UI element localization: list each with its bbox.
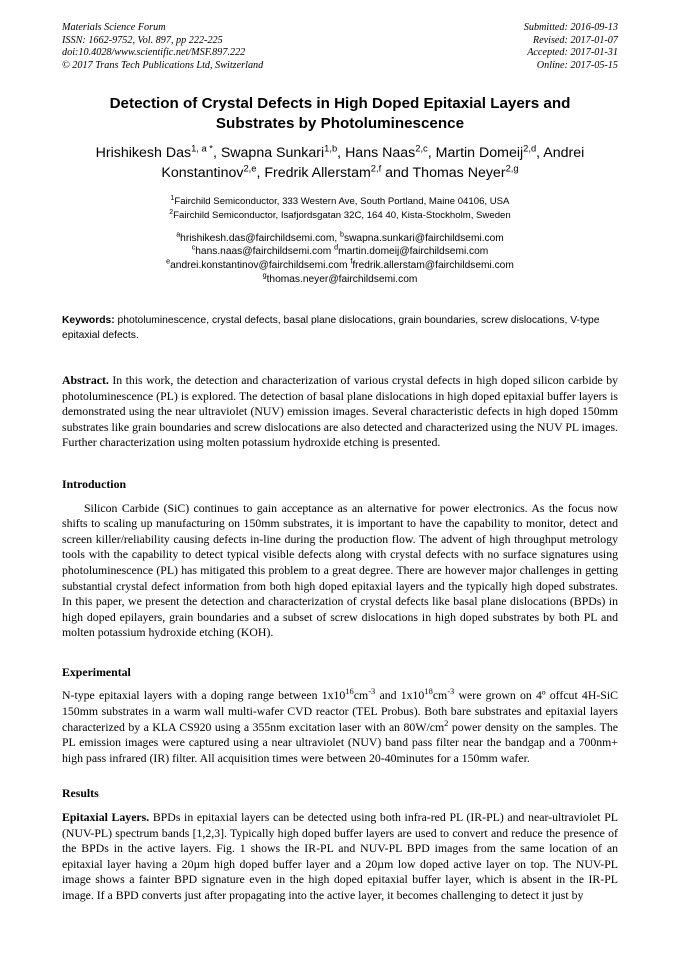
section-heading-results: Results: [62, 786, 99, 801]
author-affiliation-marker: 2,c: [415, 143, 428, 154]
date-online: Online: 2017-05-15: [536, 59, 618, 71]
email-address[interactable]: hans.naas@fairchildsemi.com: [195, 246, 332, 258]
author-affiliation-marker: 2,d: [523, 143, 537, 154]
author-separator: ,: [427, 145, 436, 162]
unit-cm: cm: [432, 688, 448, 703]
author-separator: and: [381, 165, 413, 182]
affiliation-marker: 1: [170, 195, 175, 203]
paper-title-line-1: Detection of Crystal Defects in High Doped Epitaxial Layers and: [109, 95, 571, 113]
keywords-block: [62, 314, 618, 343]
email-address[interactable]: martin.domeij@fairchildsemi.com: [338, 246, 489, 258]
affiliation-list: [62, 195, 618, 221]
unit-exponent: -3: [368, 686, 376, 697]
author-email-list: [62, 232, 618, 286]
unit-cm: cm: [353, 688, 369, 703]
author-name: Hans Naas: [345, 145, 416, 162]
affiliation-text: Fairchild Semiconductor, 333 Western Ave, South Portland, Maine 04106, USA: [174, 196, 510, 208]
journal-doi: doi:10.4028/www.scientific.net/MSF.897.222: [62, 47, 246, 59]
publication-dates-block: [524, 22, 618, 72]
email-line: [62, 273, 618, 287]
keywords-label: Keywords:: [62, 315, 115, 327]
author-affiliation-marker: 1, a *: [191, 143, 213, 154]
power-density-exponent: 2: [444, 717, 449, 728]
email-marker: e: [166, 257, 171, 266]
author-affiliation-marker: 2,f: [370, 163, 382, 174]
doping-exponent-low: 16: [345, 686, 354, 697]
date-submitted: Submitted: 2016-09-13: [523, 22, 618, 33]
abstract-block: [62, 373, 618, 451]
unit-exponent: -3: [447, 686, 455, 697]
email-address[interactable]: hrishikesh.das@fairchildsemi.com,: [180, 232, 338, 244]
paper-title-line-2: Substrates by Photoluminescence: [215, 115, 465, 133]
author-list: [70, 143, 610, 183]
author-name: Andrei Konstantinov: [161, 145, 585, 182]
author-name: Swapna Sunkari: [220, 145, 325, 162]
results-subheading-epitaxial-layers: Epitaxial Layers.: [62, 810, 150, 825]
results-text: BPDs in epitaxial layers can be detected using both infra-red PL (IR-PL) and near-ultraviolet PL (NUV-PL) spectrum bands [1,2,3]. Typically high doped buffer layers are used to convert and reduce the presence of the BPDs in the active layers. Fig. 1 shows the IR-PL and NUV-PL BPD images from the same location of an epitaxial layer having a 20µm high doped buffer layer and a 20µm low doped active layer on top. The NUV-PL image shows a fainter BPD signature even in the high doped epitaxial buffer layer, which is absent in the IR-PL image. If a BPD converts just after propagating into the active layer, it becomes challenging to detect it just by: [62, 810, 618, 902]
journal-issn-volume-pages: ISSN: 1662-9752, Vol. 897, pp 222-225: [62, 34, 223, 46]
section-heading-experimental: Experimental: [62, 664, 131, 679]
author-affiliation-marker: 2,e: [243, 163, 257, 174]
author-separator: ,: [256, 165, 265, 182]
keywords-text: photoluminescence, crystal defects, basal plane dislocations, grain boundaries, screw dislocations, V-type epitaxial defects.: [62, 315, 600, 341]
email-marker: b: [340, 230, 344, 239]
experimental-text-part-1: N-type epitaxial layers with a doping range between 1x10: [62, 688, 346, 703]
date-accepted: Accepted: 2017-01-31: [527, 47, 618, 59]
author-separator: ,: [536, 145, 541, 162]
email-address[interactable]: swapna.sunkari@fairchildsemi.com: [343, 232, 504, 244]
affiliation-marker: 2: [169, 208, 174, 216]
author-name: Fredrik Allerstam: [264, 165, 371, 182]
experimental-text-part-2: and 1x10: [375, 688, 425, 703]
experimental-paragraph: [62, 688, 618, 766]
email-marker: f: [350, 257, 353, 266]
affiliation-text: Fairchild Semiconductor, Isafjordsgatan 32C, 164 40, Kista-Stockholm, Sweden: [173, 209, 511, 221]
author-name: Martin Domeij: [435, 145, 524, 162]
email-address[interactable]: andrei.konstantinov@fairchildsemi.com: [170, 259, 348, 271]
journal-running-header: [62, 22, 618, 72]
email-line: [62, 259, 618, 273]
author-separator: ,: [212, 145, 221, 162]
introduction-paragraph: Silicon Carbide (SiC) continues to gain acceptance as an alternative for power electronics. As the focus now shifts to scaling up manufacturing on 150mm substrates, it is important to have the capability to monitor, detect and screen killer/reliability causing defects in-line during the production flow. The advent of high throughput metrology tools with the capability to detect typical visible defects along with crystal defects with no surface signatures using photoluminescence (PL) has mitigated this problem to a great degree. There are however major challenges in getting substantial crystal defect information from both high doped epitaxial layers and the typically high doped substrates. In this paper, we present the detection and characterization of crystal defects like basal plane dislocations (BPDs) in high doped epilayers, grain boundaries and a subset of screw dislocations in high doped substrates by both PL and molten potassium hydroxide etching (KOH).: [62, 500, 618, 640]
email-line: [62, 232, 618, 246]
email-marker: a: [176, 230, 181, 239]
affiliation-item: [62, 209, 618, 222]
page-content: [62, 22, 618, 904]
doping-exponent-high: 18: [424, 686, 433, 697]
abstract-label: Abstract.: [62, 372, 109, 387]
experimental-text-part-3: were grown on 4º offcut 4H-SiC 150mm substrates in a warm wall multi-wafer CVD reactor (TEL Probus). Both bare substrates and epitaxial layers characterized by a KLA CS920 using a 355nm excitation laser with an 80W/cm: [62, 688, 618, 734]
email-marker: g: [262, 271, 267, 280]
experimental-text-part-4: power density on the samples. The PL emission images were captured using a near ultraviolet (NUV) band pass filter near the bandgap and a 700nm+ high pass infrared (IR) filter. All acquisition times were between 20-40minutes for a 150mm wafer.: [62, 719, 618, 765]
date-revised: Revised: 2017-01-07: [532, 34, 618, 46]
email-address[interactable]: thomas.neyer@fairchildsemi.com: [266, 273, 418, 285]
email-line: [62, 245, 618, 259]
author-affiliation-marker: 1,b: [324, 143, 338, 154]
author-name: Thomas Neyer: [412, 165, 506, 182]
email-address[interactable]: fredrik.allerstam@fairchildsemi.com: [352, 259, 514, 271]
email-marker: d: [334, 243, 339, 252]
author-affiliation-marker: 2,g: [505, 163, 519, 174]
author-name: Hrishikesh Das: [95, 145, 192, 162]
section-heading-introduction: Introduction: [62, 476, 127, 491]
journal-copyright: © 2017 Trans Tech Publications Ltd, Switzerland: [62, 59, 264, 71]
abstract-text: In this work, the detection and characterization of various crystal defects in high doped silicon carbide by photoluminescence (PL) is explored. The detection of basal plane dislocations in high doped epitaxial buffer layers is demonstrated using the near ultraviolet (NUV) emission images. Several characteristic defects in high doped 150mm substrates like grain boundaries and screw dislocations are also detected and characterized using the NUV PL images. Further characterization using molten potassium hydroxide etching is presented.: [62, 372, 618, 450]
results-paragraph: [62, 810, 618, 904]
paper-title: [90, 94, 590, 134]
affiliation-item: [62, 195, 618, 208]
journal-name: Materials Science Forum: [62, 22, 166, 33]
journal-identification-block: [62, 22, 263, 72]
email-marker: c: [191, 243, 196, 252]
author-separator: ,: [337, 145, 346, 162]
